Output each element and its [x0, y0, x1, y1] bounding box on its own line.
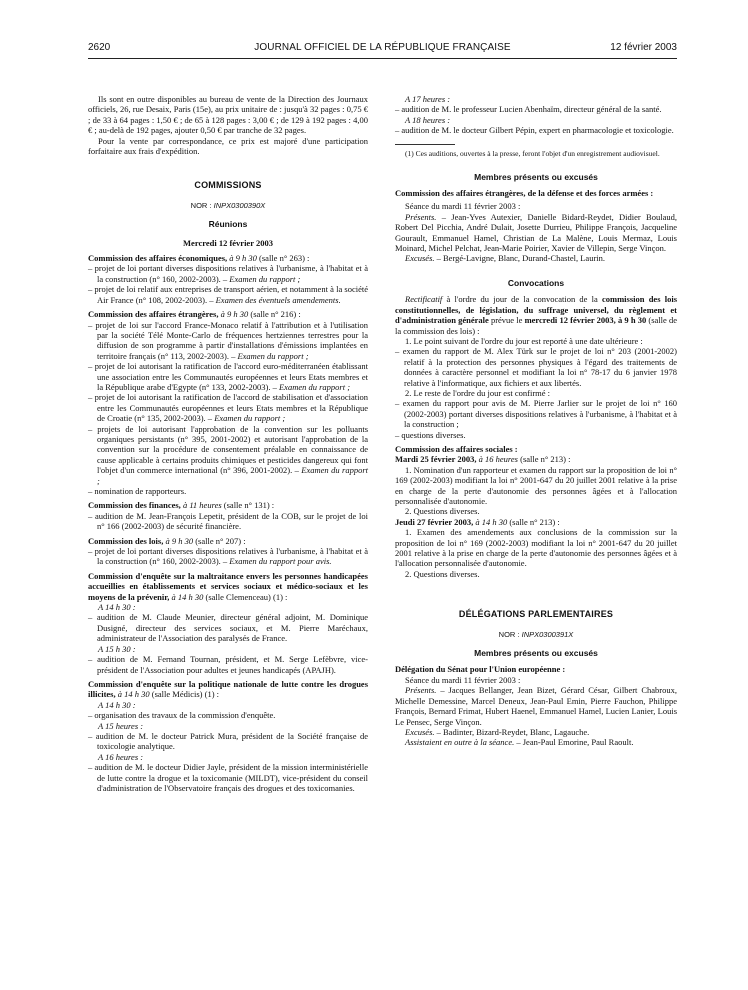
right-column: [395, 94, 677, 748]
agenda-item: – audition de M. Jean-François Lepetit, président de la COB, sur le projet de loi n° 166 (2002-2003) de sécurité financière.: [88, 510, 368, 532]
presents-list: Présents. – Jean-Yves Autexier, Danielle Bidard-Reydet, Didier Boulaud, Robert Del Picchia, André Dulait, Josette Durrieu, Philippe François, Jacqueline Gourault, Emmanuel Hamel, Christian de La Malène, Louis Mermaz, Louis Moinard, Michel Pelchat, Jean-Marie Poirier, Xavier de Villepin, Serge Vinçon.: [395, 211, 677, 254]
agenda-item: – examen du rapport de M. Alex Türk sur le projet de loi n° 203 (2001-2002) relatif à la protection des personnes physiques à l'égard des traitements de données à caractère personnel et modifiant la loi n° 78-17 du 6 janvier 1978 relative à l'informatique, aux fichiers et aux libertés.: [395, 346, 677, 388]
excuses-list: Excusés. – Bergé-Lavigne, Blanc, Durand-Chastel, Laurin.: [405, 253, 606, 264]
seance-line: Séance du mardi 11 février 2003 :: [405, 201, 521, 212]
nor-reference: NOR : INPX0300390X: [190, 200, 266, 210]
intro-paragraph: Ils sont en outre disponibles au bureau de vente de la Direction des Journaux officiels, 26, rue Desaix, Paris (15e), au prix unitaire de : jusqu'à 32 pages : 0,75 € ; de 33 à 64 pages : 1,50 € ; de 65 à 128 pages : 3,00 € ; de 129 à 192 pages : 4,00 € ; au-delà de 192 pages, ajouter 0,50 € par tranche de 32 pages.: [88, 94, 368, 136]
time-slot: A 15 heures :: [98, 720, 144, 731]
presents-list: Présents. – Jacques Bellanger, Jean Bizet, Gérard César, Gilbert Chabroux, Michelle Demessine, Marcel Deneux, Jean-Paul Emin, Pierre Fauchon, Philippe François, Bernard Frimat, Hubert Haenel, Emmanuel Hamel, Lucien Lanier, Louis Le Pensec, Serge Vinçon.: [395, 685, 677, 727]
commission-heading: Commission des affaires étrangères, à 9 h 30 (salle n° 216) :: [88, 309, 301, 320]
time-slot: A 18 heures :: [405, 114, 451, 125]
agenda-point: 1. Nomination d'un rapporteur et examen du rapport sur la proposition de loi n° 169 (2002-2003) modifiant la loi n° 2001-647 du 20 juillet 2001 relative à la prise en charge de la perte d'autonomie des personnes âgées et à l'allocation personnalisée d'autonomie.: [395, 464, 677, 506]
members-title: Membres présents ou excusés: [474, 171, 598, 182]
time-slot: A 15 h 30 :: [98, 643, 136, 654]
agenda-item: – projet de loi portant diverses dispositions relatives à l'urbanisme, à l'habitat et à la construction (n° 160, 2002-2003). – Examen du rapport ;: [88, 263, 368, 284]
date-heading: Mercredi 12 février 2003: [183, 237, 273, 248]
issue-date: 12 février 2003: [610, 42, 677, 53]
section-title: COMMISSIONS: [194, 180, 262, 191]
intro-paragraph: Pour la vente par correspondance, ce prix est majoré d'une participation forfaitaire aux frais d'expédition.: [88, 135, 368, 157]
agenda-item: – audition de M. le professeur Lucien Abenhaïm, directeur général de la santé.: [395, 104, 662, 115]
nor-reference: NOR : INPX0300391X: [498, 629, 574, 639]
agenda-point: 1. Examen des amendements aux conclusions de la commission sur la proposition de loi n° 169 (2002-2003) modifiant la loi n° 2001-647 du 20 juillet 2001 relative à la prise en charge de la perte d'autonomie des personnes âgées et à l'allocation personnalisée d'autonomie.: [395, 527, 677, 569]
commission-heading: Commission d'enquête sur la maltraitance envers les personnes handicapées accueillies en établissements et services sociaux et médico-sociaux et les moyens de la prévenir, à 14 h 30 (salle Clemenceau) (1) :: [88, 570, 368, 602]
agenda-point: 2. Le reste de l'ordre du jour est confirmé :: [405, 387, 551, 398]
commission-heading: Commission des lois, à 9 h 30 (salle n° 207) :: [88, 535, 246, 546]
page-number: 2620: [88, 42, 111, 53]
agenda-item: – examen du rapport pour avis de M. Pierre Jarlier sur le projet de loi n° 160 (2002-2003) portant diverses dispositions relatives à l'urbanisme, à l'habitat et à la construction ;: [395, 398, 677, 430]
time-slot: A 16 heures :: [98, 751, 144, 762]
session-heading: Jeudi 27 février 2003, à 14 h 30 (salle n° 213) :: [395, 516, 560, 527]
agenda-point: 1. Le point suivant de l'ordre du jour est reporté à une date ultérieure :: [405, 335, 643, 346]
delegation-heading: Délégation du Sénat pour l'Union européenne :: [395, 664, 566, 675]
agenda-item: – projet de loi relatif aux entreprises de transport aérien, et notamment à la société Air France (n° 108, 2002-2003). – Examen des éventuels amendements.: [88, 284, 368, 305]
page-header: [88, 42, 677, 56]
commission-heading: Commission des affaires économiques, à 9 h 30 (salle n° 263) :: [88, 253, 310, 264]
footnote-rule: [395, 144, 455, 145]
agenda-item: – audition de M. Fernand Tournan, président, et M. Serge Lefèbvre, vice-président de l'Association pour adultes et jeunes handicapés (APAJH).: [88, 654, 368, 675]
agenda-item: – organisation des travaux de la commission d'enquête.: [88, 710, 276, 721]
footnote: (1) Ces auditions, ouvertes à la presse, feront l'objet d'un enregistrement audiovisuel.: [405, 148, 660, 158]
left-column: [88, 94, 368, 793]
agenda-item: – questions diverses.: [395, 429, 466, 440]
convocations-title: Convocations: [507, 277, 565, 288]
agenda-item: – audition de M. Claude Meunier, directeur général adjoint, M. Dominique Dusigné, directeur des services sociaux, et M. Pierre Maréchaux, administrateur de l'Association des paralysés de France.: [88, 612, 368, 644]
time-slot: A 14 h 30 :: [98, 602, 136, 613]
agenda-item: – projets de loi autorisant l'approbation de la convention sur les polluants organiques persistants (n° 395, 2001-2002) et autorisant l'approbation de la convention sur la procédure de consentement préalable en connaissance de cause applicable à certains produits chimiques et pesticides dangereux qui font l'objet d'un commerce international (n° 396, 2001-2002). – Examen du rapport ;: [88, 423, 368, 486]
header-rule: [88, 58, 677, 59]
agenda-item: – projet de loi sur l'accord France-Monaco relatif à l'attribution et à l'utilisation par la société Télé Monte-Carlo de fréquences hertziennes terrestres pour la diffusion de son programme à partir d'installations d'émissions implantées en territoire français (n° 113, 2002-2003). – Examen du rapport ;: [88, 319, 368, 361]
commission-heading: Commission d'enquête sur la politique nationale de lutte contre les drogues illicites, à 14 h 30 (salle Médicis) (1) :: [88, 678, 368, 700]
agenda-item: – audition de M. le docteur Gilbert Pépin, expert en pharmacologie et toxicologie.: [395, 125, 674, 136]
rectificatif-paragraph: Rectificatif à l'ordre du jour de la convocation de la commission des lois constitutionnelles, de législation, du suffrage universel, du règlement et d'administration générale prévue le mercredi 12 février 2003, à 9 h 30 (salle de la commission des lois) :: [395, 294, 677, 336]
agenda-item: – audition de M. le docteur Didier Jayle, président de la mission interministérielle de lutte contre la drogue et la toxicomanie (MILDT), vice-président du conseil d'administration de l'Observatoire français des drogues et des toxicomanies.: [88, 762, 368, 793]
subtitle-reunions: Réunions: [208, 219, 248, 230]
time-slot: A 17 heures :: [405, 94, 451, 104]
session-heading: Mardi 25 février 2003, à 16 heures (salle n° 213) :: [395, 454, 571, 465]
agenda-item: – projet de loi portant diverses dispositions relatives à l'urbanisme, à l'habitat et à la construction (n° 160, 2002-2003). – Examen du rapport pour avis.: [88, 546, 368, 567]
agenda-point: 2. Questions diverses.: [405, 568, 480, 579]
agenda-item: – projet de loi autorisant la ratification de l'accord de stabilisation et d'association entre les Communautés européennes et leurs Etats membres et la République de Croatie (n° 135, 2002-2003). – Examen du rapport ;: [88, 392, 368, 424]
members-title: Membres présents ou excusés: [474, 648, 598, 659]
excuses-list: Excusés. – Badinter, Bizard-Reydet, Blanc, Lagauche.: [405, 726, 590, 737]
agenda-item: – audition de M. le docteur Patrick Mura, président de la Société française de toxicologie analytique.: [88, 730, 368, 752]
agenda-point: 2. Questions diverses.: [405, 506, 480, 517]
assistants-list: Assistaient en outre à la séance. – Jean-Paul Emorine, Paul Raoult.: [405, 737, 634, 748]
agenda-item: – nomination de rapporteurs.: [88, 486, 187, 496]
agenda-item: – projet de loi autorisant la ratification de l'accord euro-méditerranéen établissant une association entre les Communautés européennes et leurs Etats membres et la République arabe d'Egypte (n° 133, 2002-2003). – Examen du rapport ;: [88, 361, 368, 392]
commission-heading: Commission des affaires sociales :: [395, 443, 518, 454]
journal-title: JOURNAL OFFICIEL DE LA RÉPUBLIQUE FRANÇAISE: [254, 42, 511, 53]
time-slot: A 14 h 30 :: [98, 699, 136, 710]
commission-heading: Commission des affaires étrangères, de la défense et des forces armées :: [395, 188, 654, 199]
commission-heading: Commission des finances, à 11 heures (salle n° 131) :: [88, 500, 275, 511]
section-title: DÉLÉGATIONS PARLEMENTAIRES: [458, 609, 614, 620]
seance-line: Séance du mardi 11 février 2003 :: [405, 674, 521, 685]
